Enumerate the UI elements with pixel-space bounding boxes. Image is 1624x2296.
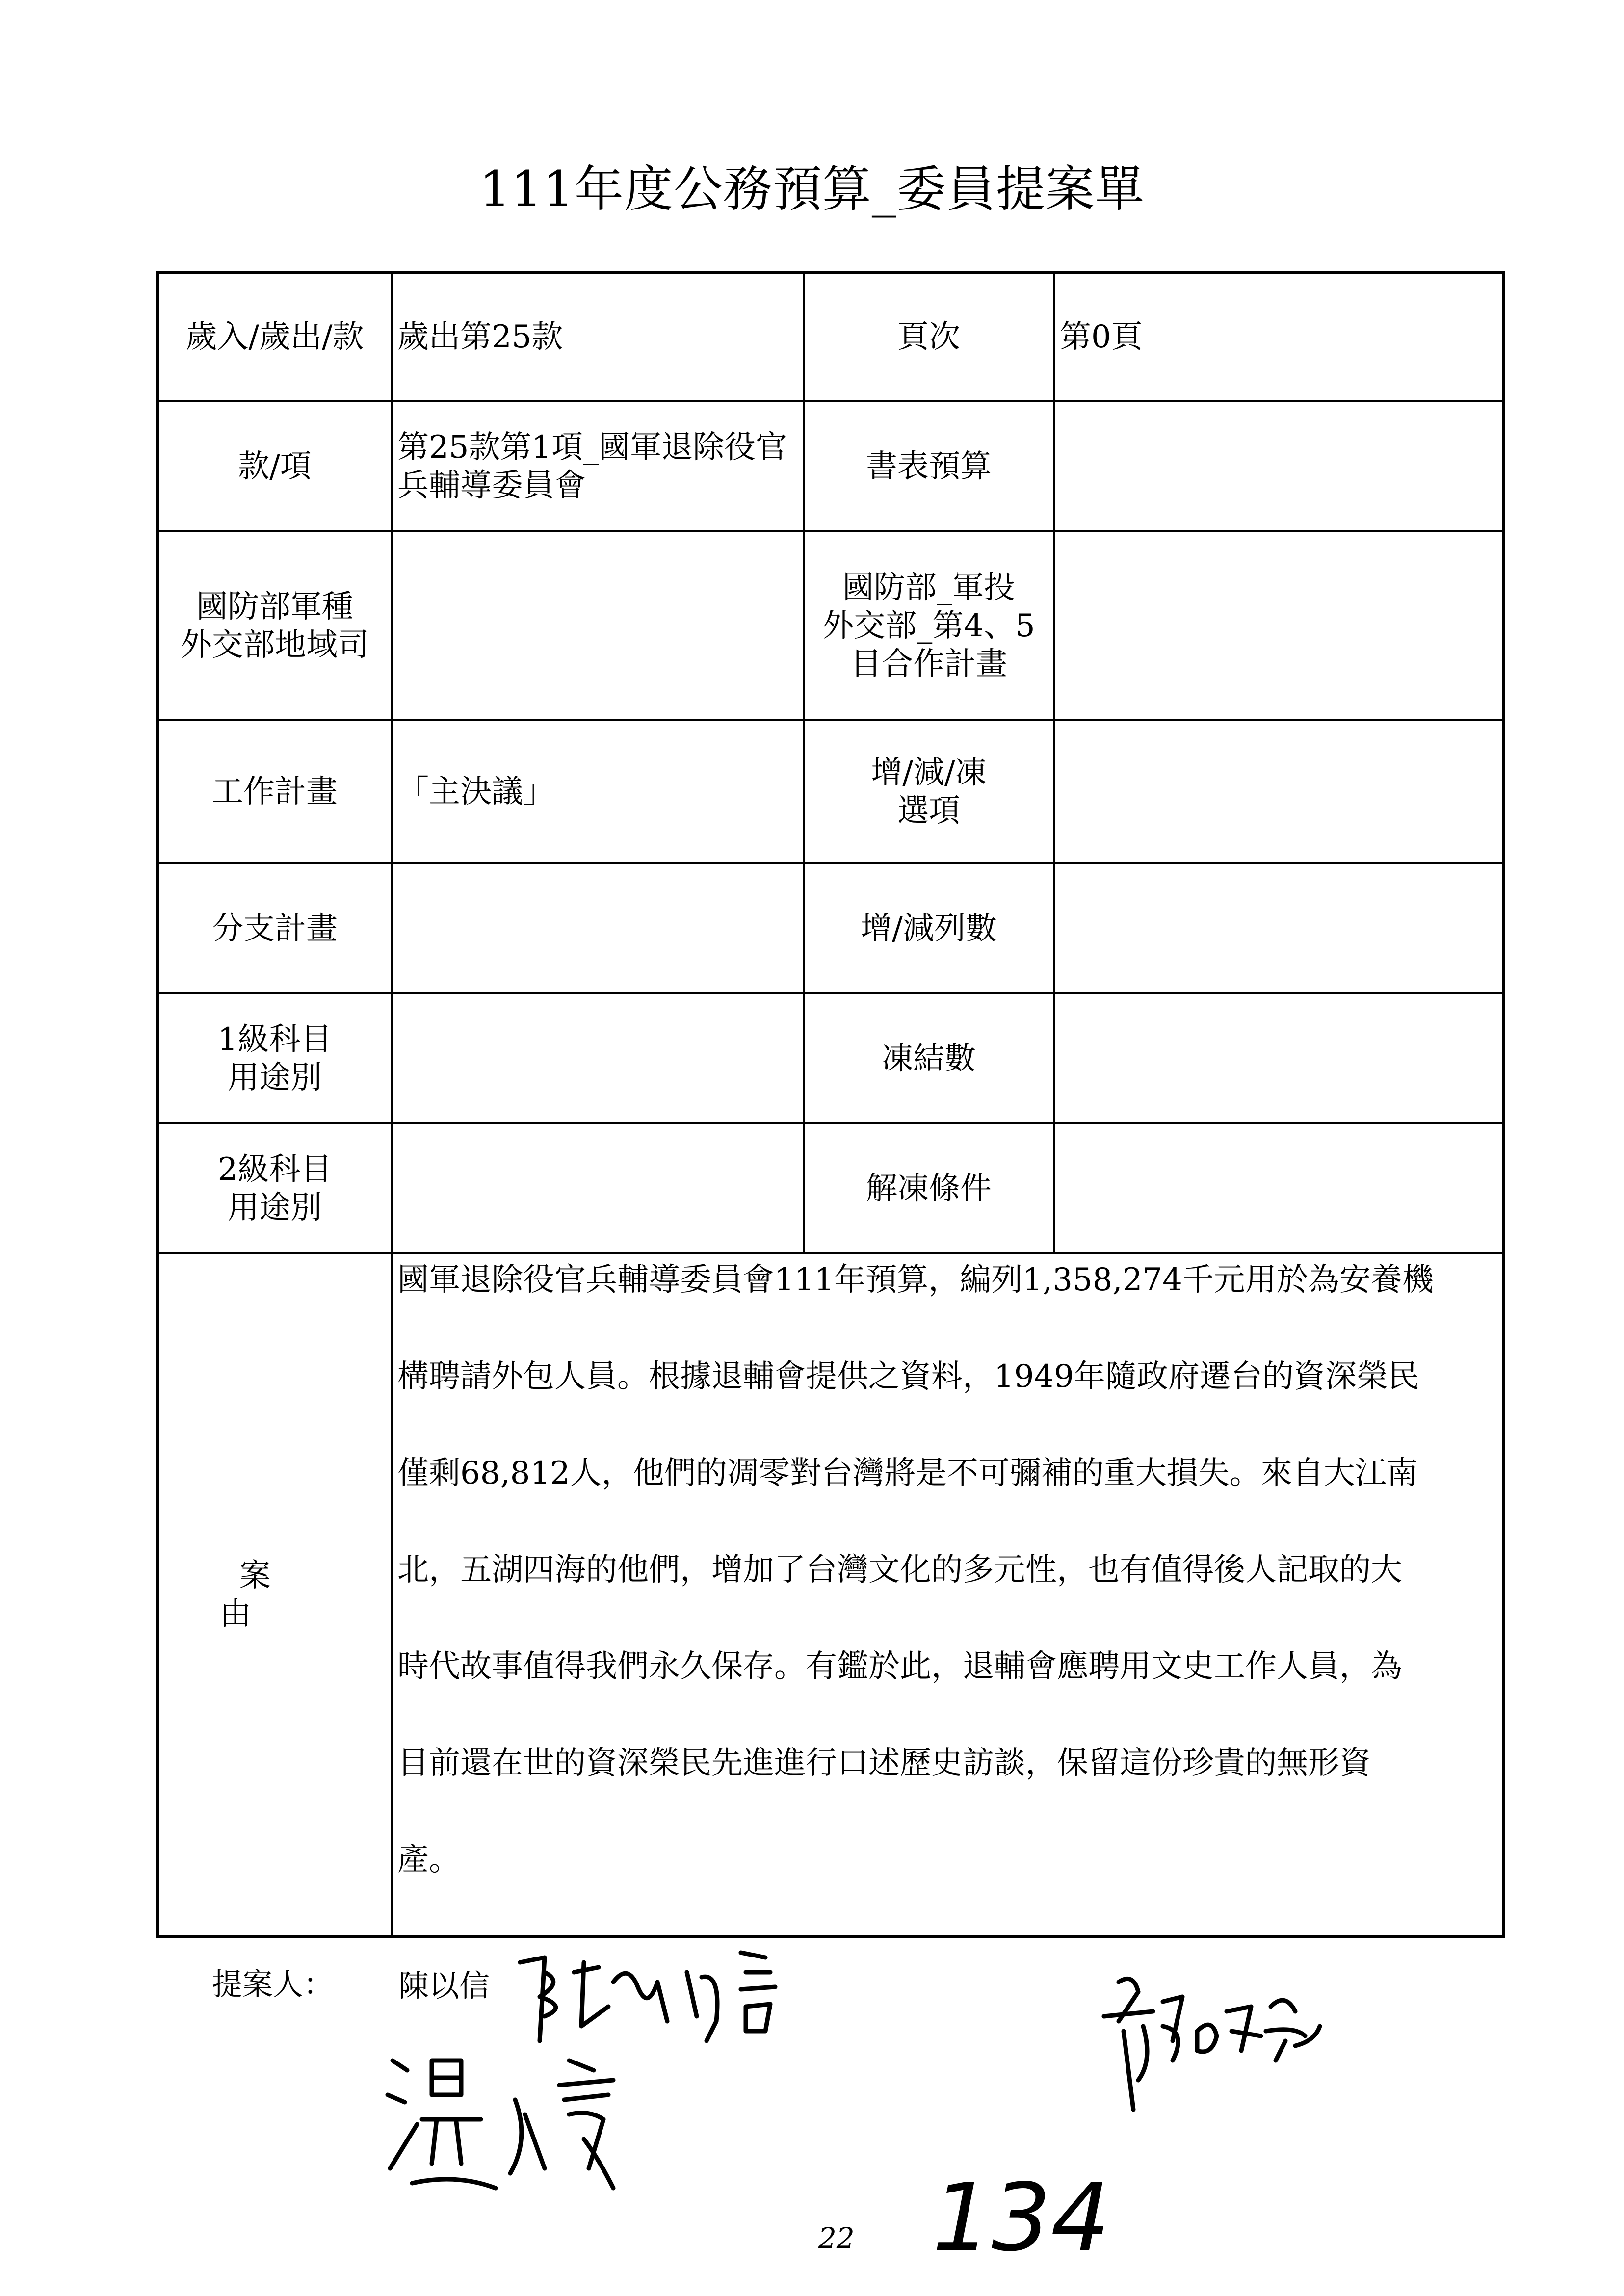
label-defense-line1: 國防部軍種 <box>196 588 353 625</box>
label-defense-foreign <box>157 531 392 720</box>
value-frozen-amount <box>1054 993 1504 1123</box>
label-level1-subject <box>157 993 392 1123</box>
row-defense-foreign <box>157 531 1504 720</box>
label-level2-line1: 2級科目 <box>217 1151 332 1188</box>
value-defense-foreign <box>392 531 804 720</box>
label-cooperation-line1: 國防部_軍投 <box>842 569 1015 606</box>
label-cooperation-line2: 外交部_第4、5 <box>822 607 1035 644</box>
value-statement-budget <box>1054 401 1504 531</box>
value-increase-decrease-amount <box>1054 863 1504 993</box>
document-title: 111年度公務預算_委員提案單 <box>479 160 1145 218</box>
label-level1-line1: 1級科目 <box>217 1021 332 1058</box>
row-level1-subject <box>157 993 1504 1123</box>
label-idf-line2: 選項 <box>897 793 960 829</box>
value-item <box>392 401 804 531</box>
row-work-plan <box>157 720 1504 863</box>
reason-line: 僅剩68,812人，他們的凋零對台灣將是不可彌補的重大損失。來自大江南 <box>397 1455 1418 1491</box>
label-increase-decrease-freeze <box>804 720 1054 863</box>
value-increase-decrease-freeze <box>1054 720 1504 863</box>
page-number-handwritten: 134 <box>932 2164 1110 2272</box>
row-item <box>157 401 1504 531</box>
label-unfreeze-condition: 解凍條件 <box>804 1123 1054 1253</box>
label-idf-line1: 增/減/凍 <box>871 755 987 791</box>
proposer-label: 提案人： <box>212 1966 334 2002</box>
signature-1 <box>510 1943 854 2056</box>
label-increase-decrease-amount: 增/減列數 <box>804 863 1054 993</box>
value-page: 第0頁 <box>1054 272 1504 401</box>
reason-paragraph <box>397 1232 1498 1908</box>
value-level1-subject <box>392 993 804 1123</box>
label-reason <box>157 1253 392 1936</box>
signature-2 <box>383 2041 726 2203</box>
label-work-plan: 工作計畫 <box>157 720 392 863</box>
label-level1-line2: 用途別 <box>228 1059 322 1096</box>
reason-line: 時代故事值得我們永久保存。有鑑於此，退輔會應聘用文史工作人員，為 <box>397 1648 1402 1685</box>
value-cooperation-plan <box>1054 531 1504 720</box>
value-item-line1: 第25款第1項_國軍退除役官 <box>397 429 787 466</box>
reason-line: 構聘請外包人員。根據退輔會提供之資料，1949年隨政府遷台的資深榮民 <box>397 1358 1419 1395</box>
signature-3 <box>1089 1962 1364 2124</box>
label-page: 頁次 <box>804 272 1054 401</box>
label-defense-line2: 外交部地域司 <box>181 626 369 663</box>
proposer-name: 陳以信 <box>398 1968 490 2004</box>
proposal-form-table <box>156 271 1505 1938</box>
value-item-line2: 兵輔導委員會 <box>397 467 586 504</box>
label-item: 款/項 <box>157 401 392 531</box>
label-reason-text: 案由 <box>220 1557 349 1632</box>
value-branch-plan <box>392 863 804 993</box>
label-frozen-amount: 凍結數 <box>804 993 1054 1123</box>
label-revenue-expenditure-account: 歲入/歲出/款 <box>157 272 392 401</box>
label-cooperation-plan <box>804 531 1054 720</box>
reason-line: 北，五湖四海的他們，增加了台灣文化的多元性，也有值得後人記取的大 <box>397 1552 1402 1588</box>
label-level2-subject <box>157 1123 392 1253</box>
reason-line: 目前還在世的資深榮民先進進行口述歷史訪談，保留這份珍貴的無形資 <box>397 1745 1371 1781</box>
label-level2-line2: 用途別 <box>228 1189 322 1226</box>
label-branch-plan: 分支計畫 <box>157 863 392 993</box>
value-reason <box>392 1253 1504 1936</box>
row-account <box>157 272 1504 401</box>
row-branch-plan <box>157 863 1504 993</box>
label-statement-budget: 書表預算 <box>804 401 1054 531</box>
value-account: 歲出第25款 <box>392 272 804 401</box>
row-reason <box>157 1253 1504 1936</box>
reason-line: 國軍退除役官兵輔導委員會111年預算，編列1,358,274千元用於為安養機 <box>397 1262 1434 1298</box>
reason-line: 產。 <box>397 1842 460 1878</box>
value-work-plan: 「主決議」 <box>392 720 804 863</box>
label-cooperation-line3: 目合作計畫 <box>850 646 1007 682</box>
page-number-small: 22 <box>818 2221 855 2255</box>
